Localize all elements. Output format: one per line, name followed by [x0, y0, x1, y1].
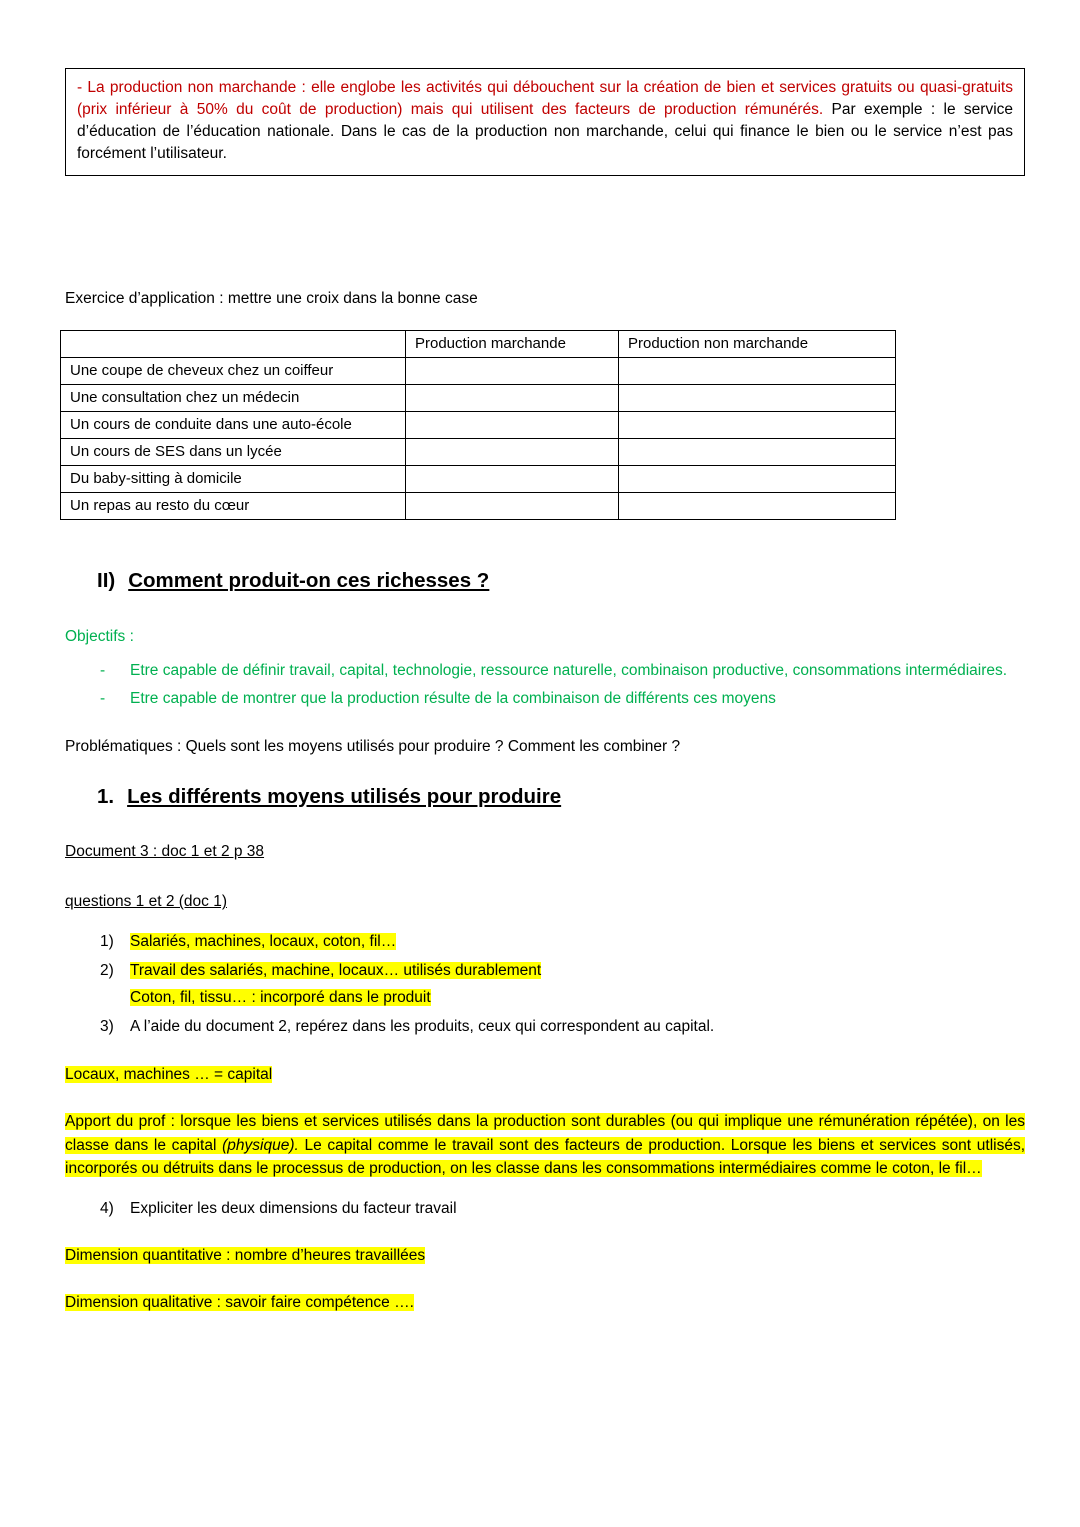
- highlighted-answer: Travail des salariés, machine, locaux… utilisés durablement: [130, 962, 542, 980]
- apport-italic: (physique).: [222, 1136, 299, 1154]
- row-label-ses-lycee: Un cours de SES dans un lycée: [61, 439, 406, 466]
- answer-text: [130, 931, 1025, 953]
- problematiques-text: Problématiques : Quels sont les moyens utilisés pour produire ? Comment les combiner ?: [65, 737, 681, 755]
- non-marchande-cell: [619, 439, 896, 466]
- answer-item-1: [100, 931, 1025, 953]
- question-text: A l’aide du document 2, repérez dans les produits, ceux qui correspondent au capital.: [130, 1018, 715, 1036]
- capital-note: [65, 1064, 1025, 1086]
- section-ii-heading: [97, 568, 1025, 594]
- objective-item: [100, 688, 1025, 710]
- table-row: [61, 385, 896, 412]
- highlighted-dimension-quantitative: Dimension quantitative : nombre d’heures travaillées: [65, 1247, 426, 1264]
- non-marchande-cell: [619, 358, 896, 385]
- item-number: 2): [100, 962, 114, 980]
- objectives-label: Objectifs :: [65, 627, 134, 645]
- row-label-coiffeur: Une coupe de cheveux chez un coiffeur: [61, 358, 406, 385]
- table-row: [61, 493, 896, 520]
- definition-box: [65, 68, 1025, 176]
- exercise-table: [60, 330, 896, 520]
- apport-part-1: Apport du prof : lorsque les biens et services utilisés dans la production sont durables (ou qui implique une rémunération répétée), on les classe dans le capital: [65, 1113, 1025, 1154]
- definition-example-text: Par exemple : le service d’éducation de l’éducation nationale. Dans le cas de la production non marchande, celui qui finance le bien ou le service n’est pas forcément l’utilisateur.: [77, 101, 1014, 162]
- table-row: [61, 439, 896, 466]
- row-label-resto-du-coeur: Un repas au resto du cœur: [61, 493, 406, 520]
- row-label-medecin: Une consultation chez un médecin: [61, 385, 406, 412]
- non-marchande-cell: [619, 385, 896, 412]
- table-row: [61, 412, 896, 439]
- exercise-instruction: Exercice d’application : mettre une croix dans la bonne case: [65, 290, 478, 307]
- answer-item-2: [100, 960, 1025, 1009]
- answer-text: [130, 987, 1025, 1009]
- definition-paragraph: [77, 77, 1013, 165]
- marchande-cell: [406, 439, 619, 466]
- item-number: 4): [100, 1200, 114, 1217]
- section-ii-title: Comment produit-on ces richesses ?: [128, 569, 490, 592]
- section-ii-number: II): [97, 569, 116, 592]
- dash-bullet: -: [100, 661, 106, 679]
- answer-item-3: [100, 1016, 1025, 1038]
- answer-text: [130, 960, 1025, 982]
- item-number: 1): [100, 933, 114, 951]
- document-reference: Document 3 : doc 1 et 2 p 38: [65, 843, 265, 861]
- header-empty-cell: [61, 331, 406, 358]
- objective-text: Etre capable de définir travail, capital, technologie, ressource naturelle, combinaison productive, consommations intermédiaires.: [130, 661, 1008, 679]
- marchande-cell: [406, 493, 619, 520]
- dimension-qualitative: [65, 1292, 1025, 1314]
- answer-text-group: [130, 960, 1025, 1009]
- non-marchande-cell: [619, 493, 896, 520]
- header-production-non-marchande: Production non marchande: [619, 331, 896, 358]
- dash-bullet: -: [100, 689, 106, 707]
- objective-item: [100, 660, 1025, 682]
- highlighted-answer: Salariés, machines, locaux, coton, fil…: [130, 933, 397, 951]
- header-production-marchande: Production marchande: [406, 331, 619, 358]
- highlighted-answer: Coton, fil, tissu… : incorporé dans le produit: [130, 989, 431, 1007]
- definition-red-text: - La production non marchande : elle englobe les activités qui débouchent sur la création de bien et services gratuits ou quasi-gratuits (prix inférieur à 50% du coût de production) mais qui utilisent des facteurs de production rémunérés.: [77, 79, 1013, 118]
- non-marchande-cell: [619, 412, 896, 439]
- marchande-cell: [406, 358, 619, 385]
- dimension-quantitative: [65, 1245, 1025, 1267]
- apport-paragraph: [65, 1110, 1025, 1180]
- highlighted-capital-note: Locaux, machines … = capital: [65, 1066, 273, 1084]
- section-1-heading: [97, 784, 1025, 810]
- questions-reference: questions 1 et 2 (doc 1): [65, 893, 227, 911]
- marchande-cell: [406, 412, 619, 439]
- apport-part-2: Le capital comme le travail sont des facteurs de production. Lorsque les biens et services sont utlisés, incorporés ou détruits dans le processus de production, on les classe dans les consommations intermédiaires comme le coton, le fil…: [65, 1136, 1026, 1177]
- highlighted-apport: [65, 1113, 1025, 1177]
- table-header-row: [61, 331, 896, 358]
- marchande-cell: [406, 466, 619, 493]
- section-1-title: Les différents moyens utilisés pour produire: [127, 784, 562, 808]
- row-label-baby-sitting: Du baby-sitting à domicile: [61, 466, 406, 493]
- table-row: [61, 358, 896, 385]
- row-label-auto-ecole: Un cours de conduite dans une auto-école: [61, 412, 406, 439]
- question-text: Expliciter les deux dimensions du facteur travail: [130, 1200, 457, 1217]
- question-item-4: [100, 1198, 1025, 1220]
- section-1-number: 1.: [97, 784, 115, 808]
- table-row: [61, 466, 896, 493]
- highlighted-dimension-qualitative: Dimension qualitative : savoir faire compétence ….: [65, 1294, 414, 1311]
- marchande-cell: [406, 385, 619, 412]
- objective-text: Etre capable de montrer que la production résulte de la combinaison de différents ces moyens: [130, 689, 776, 707]
- non-marchande-cell: [619, 466, 896, 493]
- item-number: 3): [100, 1018, 114, 1036]
